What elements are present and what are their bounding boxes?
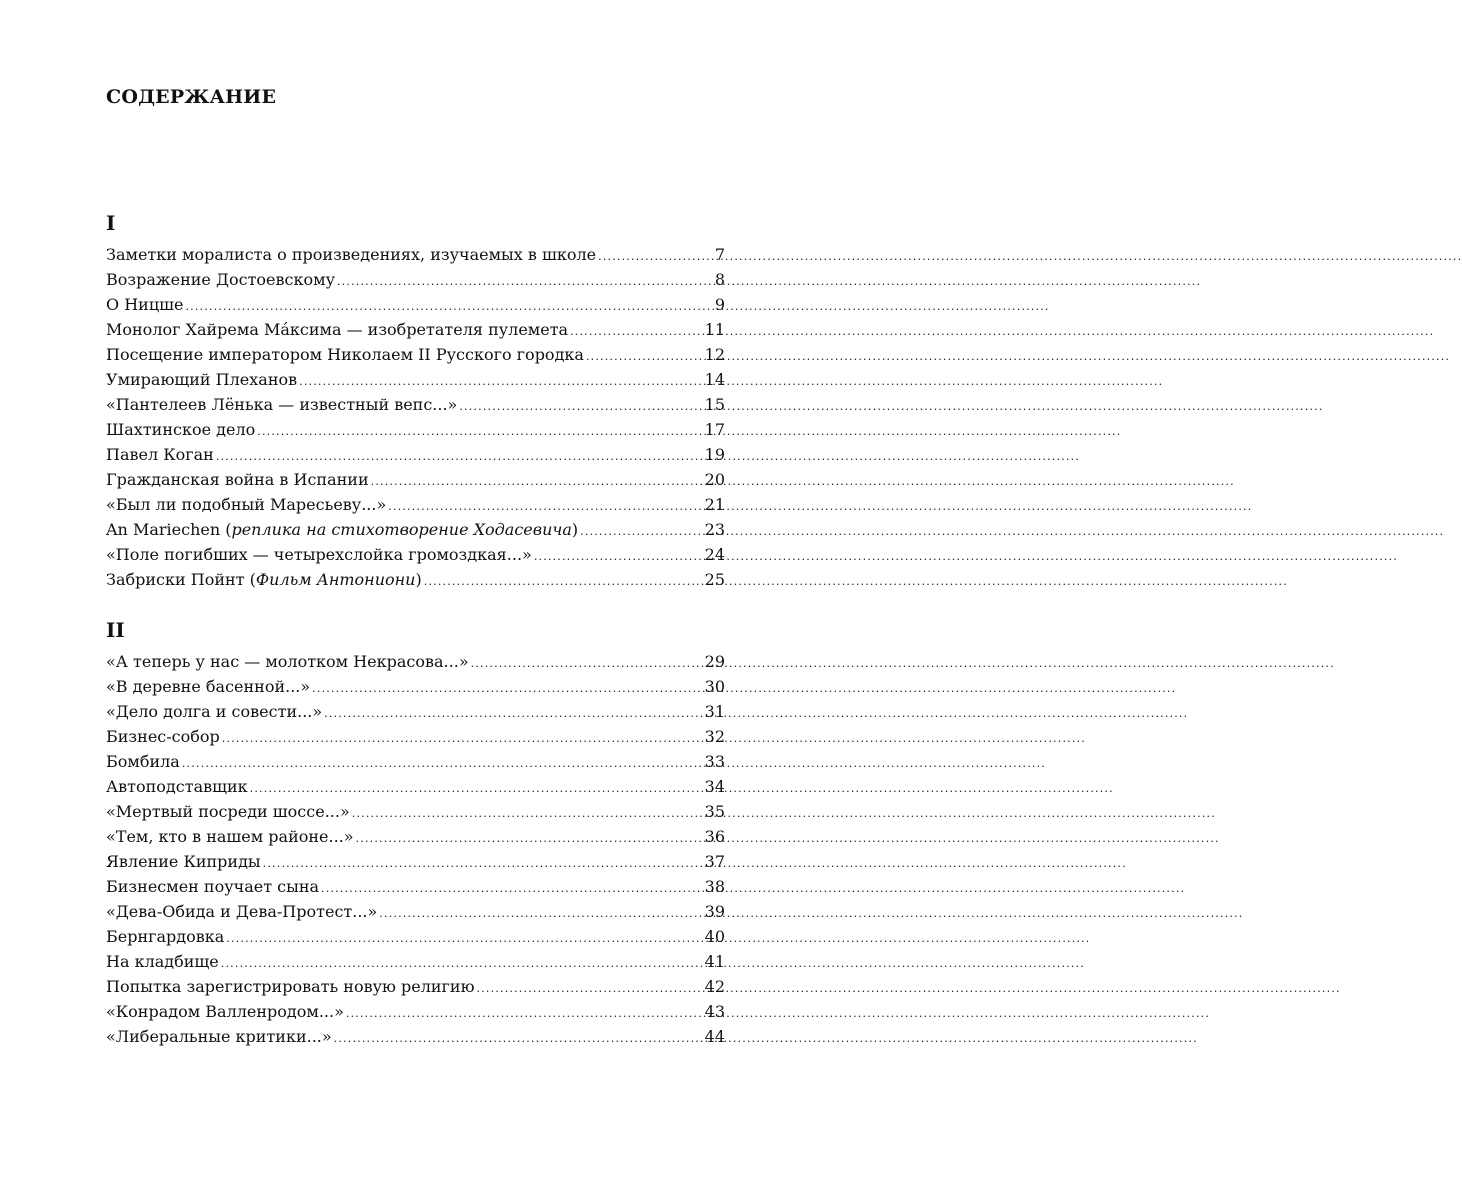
entry-title [106, 342, 584, 367]
entry-title [106, 899, 377, 924]
dot-leader [335, 267, 715, 294]
dot-leader [319, 874, 705, 901]
entry-page-number: 30 [704, 677, 725, 696]
entry-title [106, 674, 310, 699]
dot-leader [183, 292, 714, 319]
entry-title-text: «Дело долга и совести...» [106, 702, 323, 721]
toc-entry [106, 824, 725, 849]
dot-leader [532, 542, 705, 569]
entry-title [106, 874, 319, 899]
toc-entry [106, 724, 725, 749]
entry-page-number: 12 [704, 345, 725, 364]
toc-entry [106, 674, 725, 699]
dot-leader [255, 417, 704, 444]
toc-entry [106, 774, 725, 799]
entry-title-text: Бизнесмен поучает сына [106, 877, 320, 896]
dot-leader [224, 924, 704, 951]
section-heading: II [106, 618, 125, 642]
toc-entry [106, 342, 725, 367]
entry-page-number: 21 [704, 495, 725, 514]
page-title: СОДЕРЖАНИЕ [106, 86, 277, 108]
section-heading: I [106, 211, 116, 235]
entry-page-number: 17 [704, 420, 725, 439]
entry-title-text: «Конрадом Валленродом...» [106, 1002, 344, 1021]
toc-entry [106, 874, 725, 899]
entry-page-number: 25 [704, 570, 725, 589]
entry-title-text: Монолог Хайрема Ма́ксима — изобретателя пулемета [106, 320, 569, 339]
toc-entry [106, 1024, 725, 1049]
entry-page-number: 37 [704, 852, 725, 871]
entry-page-number: 35 [704, 802, 725, 821]
entry-title [106, 699, 322, 724]
entry-title-text: «Был ли подобный Маресьеву...» [106, 495, 387, 514]
toc-entry [106, 492, 725, 517]
entry-title-text: Умирающий Плеханов [106, 370, 298, 389]
entry-title [106, 774, 248, 799]
entry-page-number: 23 [704, 520, 725, 539]
entry-title-text: Попытка зарегистрировать новую религию [106, 977, 475, 996]
entry-title [106, 392, 457, 417]
entry-title-text: О Ницше [106, 295, 184, 314]
dot-leader [350, 799, 705, 826]
toc-entry [106, 699, 725, 724]
toc-list [106, 242, 725, 592]
entry-title [106, 849, 261, 874]
entry-title [106, 492, 386, 517]
dot-leader [377, 899, 704, 926]
entry-title-text: Автоподставщик [106, 777, 248, 796]
toc-entry [106, 292, 725, 317]
toc-entry [106, 242, 725, 267]
dot-leader [568, 317, 705, 344]
toc-list [106, 649, 725, 1049]
toc-entry [106, 899, 725, 924]
entry-page-number: 38 [704, 877, 725, 896]
dot-leader [584, 342, 705, 369]
dot-leader [248, 774, 705, 801]
entry-title-text: «Дева-Обида и Дева-Протест...» [106, 902, 378, 921]
entry-title-text: «Пантелеев Лёнька — известный вепс...» [106, 395, 458, 414]
toc-entry [106, 849, 725, 874]
entry-title-text: Бернгардовка [106, 927, 225, 946]
entry-title-text: Заметки моралиста о произведениях, изучаемых в школе [106, 245, 597, 264]
entry-title-text: Шахтинское дело [106, 420, 256, 439]
entry-title [106, 974, 475, 999]
entry-title-text: «Либеральные критики...» [106, 1027, 332, 1046]
toc-entry [106, 949, 725, 974]
dot-leader [354, 824, 705, 851]
entry-page-number: 19 [704, 445, 725, 464]
toc-entry [106, 799, 725, 824]
dot-leader [180, 749, 705, 776]
entry-title-text: Павел Коган [106, 445, 214, 464]
entry-title-text: Возражение Достоевскому [106, 270, 335, 289]
entry-page-number: 11 [704, 320, 725, 339]
entry-title-text: «Мертвый посреди шоссе...» [106, 802, 350, 821]
dot-leader [322, 699, 704, 726]
entry-title [106, 242, 596, 267]
toc-entry [106, 392, 725, 417]
entry-title-text: An Mariechen ( [106, 520, 232, 539]
entry-title-text: «В деревне басенной...» [106, 677, 311, 696]
entry-page-number: 15 [704, 395, 725, 414]
dot-leader [297, 367, 705, 394]
dot-leader [369, 467, 705, 494]
dot-leader [386, 492, 704, 519]
dot-leader [310, 674, 704, 701]
entry-title-closing: ) [571, 520, 579, 539]
entry-title-closing: ) [415, 570, 422, 589]
dot-leader [220, 724, 705, 751]
entry-title-text: «Поле погибших — четырехслойка громоздкая...» [106, 545, 532, 564]
entry-title [106, 367, 297, 392]
entry-title-text: Посещение императором Николаем II Русского городка [106, 345, 584, 364]
entry-title [106, 267, 335, 292]
entry-page-number: 14 [704, 370, 725, 389]
entry-title-text: Бизнес-собор [106, 727, 220, 746]
dot-leader [469, 649, 705, 676]
entry-page-number: 40 [704, 927, 725, 946]
toc-entry [106, 367, 725, 392]
toc-entry [106, 517, 725, 542]
entry-title [106, 317, 568, 342]
entry-title [106, 924, 224, 949]
entry-title [106, 542, 532, 567]
dot-leader [214, 442, 705, 469]
entry-title-italic: реплика на стихотворение Ходасевича [231, 520, 572, 539]
entry-title-text: Гражданская война в Испании [106, 470, 369, 489]
dot-leader [332, 1024, 705, 1051]
dot-leader [596, 242, 715, 269]
entry-page-number: 29 [704, 652, 725, 671]
entry-title [106, 649, 469, 674]
toc-entry [106, 442, 725, 467]
toc-entry [106, 649, 725, 674]
entry-title-text: «Тем, кто в нашем районе...» [106, 827, 354, 846]
entry-title [106, 999, 344, 1024]
toc-section-1 [106, 208, 725, 592]
entry-page-number: 24 [704, 545, 725, 564]
entry-page-number: 9 [714, 295, 725, 314]
entry-title [106, 799, 350, 824]
toc-entry [106, 417, 725, 442]
entry-page-number: 36 [704, 827, 725, 846]
dot-leader [261, 849, 705, 876]
toc-entry [106, 567, 725, 592]
entry-title-text: На кладбище [106, 952, 219, 971]
entry-title [106, 567, 422, 592]
entry-title [106, 749, 180, 774]
dot-leader [457, 392, 704, 419]
entry-page-number: 34 [704, 777, 725, 796]
entry-page-number: 31 [704, 702, 725, 721]
entry-title-text: Явление Киприды [106, 852, 261, 871]
entry-title [106, 292, 183, 317]
entry-page-number: 43 [704, 1002, 725, 1021]
entry-title [106, 417, 255, 442]
toc-entry [106, 467, 725, 492]
toc-entry [106, 924, 725, 949]
entry-title [106, 517, 578, 542]
entry-page-number: 42 [704, 977, 725, 996]
entry-page-number: 33 [704, 752, 725, 771]
entry-page-number: 20 [704, 470, 725, 489]
dot-leader [422, 567, 705, 594]
entry-page-number: 8 [714, 270, 725, 289]
entry-title [106, 824, 354, 849]
entry-title [106, 442, 214, 467]
entry-title-text: «А теперь у нас — молотком Некрасова...» [106, 652, 469, 671]
dot-leader [219, 949, 705, 976]
entry-title [106, 949, 219, 974]
entry-title-text: Забриски Пойнт ( [106, 570, 256, 589]
entry-title-italic: Фильм Антониони [255, 570, 416, 589]
dot-leader [578, 517, 705, 544]
dot-leader [475, 974, 705, 1001]
entry-title [106, 467, 369, 492]
entry-page-number: 32 [704, 727, 725, 746]
toc-entry [106, 267, 725, 292]
toc-entry [106, 999, 725, 1024]
dot-leader [344, 999, 705, 1026]
entry-page-number: 41 [704, 952, 725, 971]
entry-title [106, 724, 220, 749]
entry-title-text: Бомбила [106, 752, 180, 771]
entry-page-number: 7 [714, 245, 725, 264]
entry-page-number: 39 [704, 902, 725, 921]
toc-entry [106, 974, 725, 999]
toc-section-2 [106, 615, 725, 1049]
toc-entry [106, 749, 725, 774]
entry-page-number: 44 [704, 1027, 725, 1046]
toc-entry [106, 542, 725, 567]
entry-title [106, 1024, 332, 1049]
toc-entry [106, 317, 725, 342]
